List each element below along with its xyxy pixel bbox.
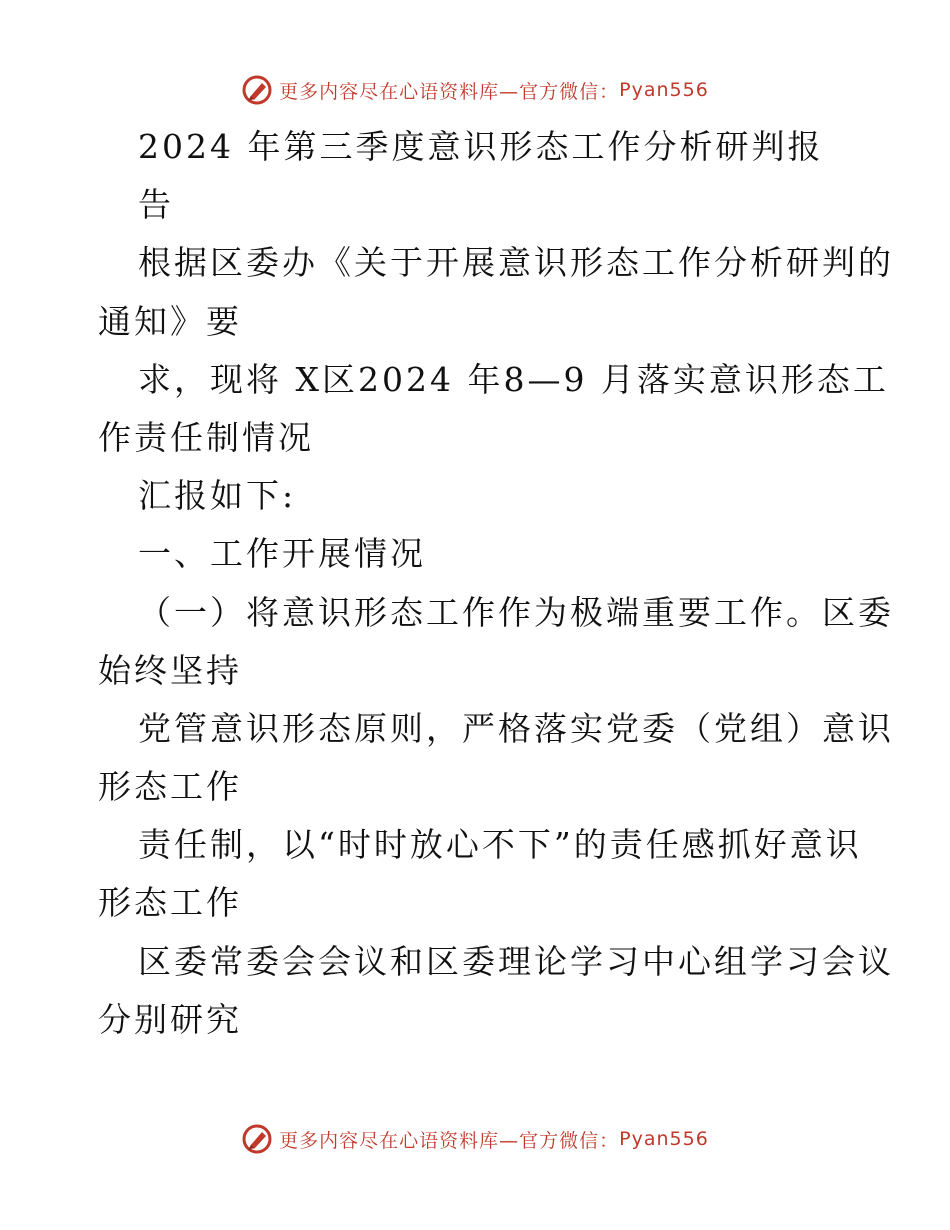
banner-text: 更多内容尽在心语资料库—官方微信：	[279, 1129, 620, 1152]
text-line: 作责任制情况	[98, 417, 314, 457]
pen-logo-icon	[241, 74, 273, 106]
watermark-banner-bottom	[0, 1119, 950, 1159]
pen-logo-icon	[241, 1123, 273, 1155]
banner-wechat-id: Pyan556	[619, 1128, 709, 1150]
text-line: 求，现将 X区2024 年8—9 月落实意识形态工	[138, 359, 889, 399]
text-line: （一）将意识形态工作作为极端重要工作。区委	[138, 592, 894, 632]
text-line: 根据区委办《关于开展意识形态工作分析研判的	[138, 243, 894, 283]
text-line: 一、工作开展情况	[138, 534, 426, 574]
text-line: 始终坚持	[98, 650, 242, 690]
text-line: 分别研究	[98, 999, 242, 1039]
text-line: 告	[138, 185, 174, 225]
text-line: 通知》要	[98, 301, 242, 341]
document-body	[98, 118, 894, 1049]
text-line: 汇报如下:	[138, 476, 297, 516]
text-line: 党管意识形态原则，严格落实党委（党组）意识	[138, 708, 894, 748]
banner-wechat-id: Pyan556	[619, 79, 709, 101]
banner-text: 更多内容尽在心语资料库—官方微信：	[279, 80, 620, 103]
text-line: 2024 年第三季度意识形态工作分析研判报	[138, 127, 824, 166]
text-line: 形态工作	[98, 767, 242, 807]
text-line: 区委常委会会议和区委理论学习中心组学习会议	[138, 941, 894, 981]
watermark-banner-top	[0, 70, 950, 110]
text-line: 形态工作	[98, 883, 242, 923]
text-line: 责任制，以“时时放心不下”的责任感抓好意识	[138, 825, 862, 865]
